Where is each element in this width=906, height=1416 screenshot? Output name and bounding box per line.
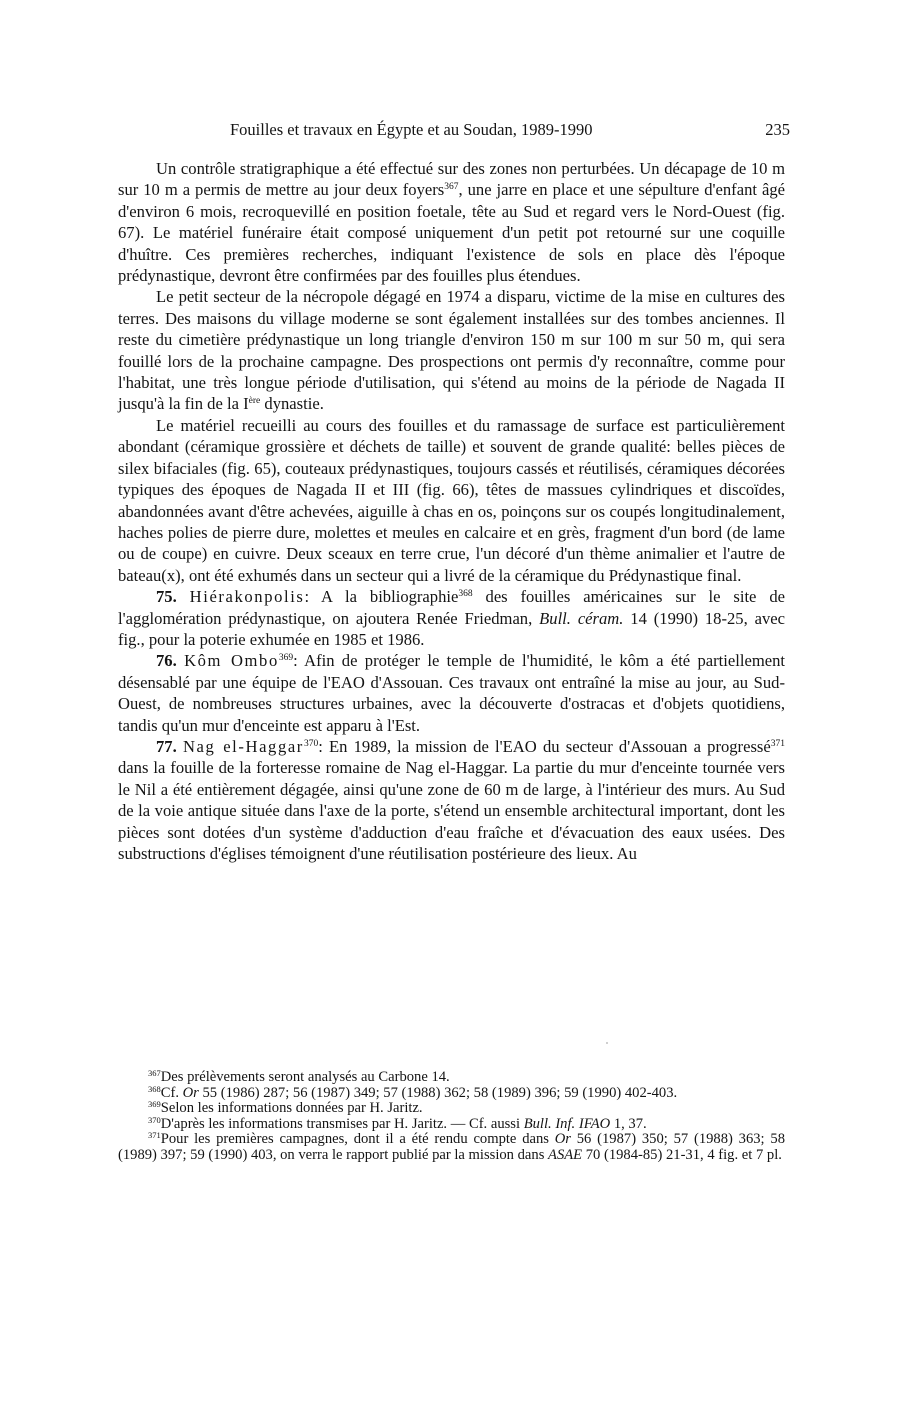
paragraph-material: Le matériel recueilli au cours des fouilles et du ramassage de surface est particulièrement abondant (céramique grossière et déchets de taille) et souvent de grande qualité: belles pièces de silex bifaciales (fig. 65), couteaux prédynastiques, toujours cassés et réutilisés, céramiques décorées typiques des époques de Nagada II et III (fig. 66), têtes de massues cylindriques et discoïdes, abandonnées avant d'être achevées, aiguille à chas en os, poinçons sur os coupés longitudinalement, haches polies de pierre dure, molettes et meules en calcaire et en grès, fragment d'un bord (de lame ou de coupe) en cuivre. Deux sceaux en terre crue, l'un décoré d'un thème animalier et l'autre de bateau(x), ont été exhumés dans un secteur qui a livré de la céramique du Prédynastique final. [118,415,785,585]
site-name: Hiérakonpolis [189,587,305,607]
section-number: 77. [156,736,177,756]
paragraph-necropolis: Le petit secteur de la nécropole dégagé en 1974 a disparu, victime de la mise en cultures des terres. Des maisons du village moderne se sont également installées sur des tombes anciennes. Il reste du cimetière prédynastique un long triangle d'environ 150 m sur 100 m sur 50 m, qui sera fouillé lors de la prochaine campagne. Des prospections ont permis d'y reconnaître, comme pour l'habitat, une très longue période d'utilisation, qui s'étend au moins de la période de Nagada II jusqu'à la fin de la Ière dynastie. [118,287,785,414]
footnote-367: $^{367}$Des prélèvements seront analysés au Carbone 14. [148,1068,450,1085]
footnote-ref-370: 370 [303,738,319,749]
page-number: 235 [765,120,790,139]
scan-speck [606,1042,608,1044]
footnote-ref-369: 369 [278,653,294,664]
running-title: Fouilles et travaux en Égypte et au Soudan, 1989-1990 [230,120,593,139]
site-name: Nag el-Haggar [182,736,304,756]
section-77-nag-el-haggar: 77. Nag el-Haggar$^{370}$: En 1989, la mission de l'EAO du secteur d'Assouan a progressé$^{371}$ dans la fouille de la forteresse romaine de Nag el-Haggar. La partie du mur d'enceinte tournée vers le Nil a été entièrement dégagée, ainsi qu'une zone de 60 m de large, à l'intérieur des murs. Au Sud de la voie antique située dans l'axe de la porte, s'étend un ensemble architectural important, dont les pièces sont dotées d'un système d'adduction d'eau fraîche et d'évacuation des eaux usées. Des substructions d'églises témoignent d'une réutilisation postérieure des lieux. Au [118,736,785,863]
footnote-370: $^{370}$D'après les informations transmises par H. Jaritz. — Cf. aussi Bull. Inf. IFAO 1, 37. [148,1114,647,1132]
section-number: 75. [156,587,177,607]
journal-title: Bull. céram. [539,608,624,628]
footnote-369: $^{369}$Selon les informations données par H. Jaritz. [148,1099,423,1117]
site-name: Kôm Ombo [184,651,279,671]
footnote-ref-367: 367 [444,182,459,193]
section-75-hierakonpolis: 75. Hiérakonpolis: A la bibliographie$^{368}$ des fouilles américaines sur le site de l'agglomération prédynastique, on ajoutera Renée Friedman, Bull. céram. 14 (1990) 18-25, avec fig., pour la poterie exhumée en 1985 et 1986. [118,587,786,649]
main-text [118,158,785,864]
footnote-371: $^{371}$Pour les premières campagnes, dont il a été rendu compte dans Or 56 (1987) 350; 57 (1988) 363; 58 (1989) 397; 59 (1990) 403, on verra le rapport publié par la mission dans ASAE 70 (1984-85) 21-31, 4 fig. et 7 pl. [118,1130,786,1163]
footnotes [118,1070,785,1164]
section-76-kom-ombo: 76. Kôm Ombo$^{369}$: Afin de protéger le temple de l'humidité, le kôm a été partiellement désensablé par une équipe de l'EAO d'Assouan. Ces travaux ont entraîné la mise au jour, au Sud-Ouest, de nombreuses structures urbaines, avec la découverte d'ostracas et d'objets quotidiens, tandis qu'un mur d'enceinte est apparu à l'Est. [118,651,786,735]
footnote-368: $^{368}$Cf. Or 55 (1986) 287; 56 (1987) 349; 57 (1988) 362; 58 (1989) 396; 59 (1990) 402-403. [148,1083,678,1101]
section-number: 76. [156,651,177,671]
footnote-ref-371: 371 [770,738,785,749]
paragraph-stratigraphy: Un contrôle stratigraphique a été effectué sur des zones non perturbées. Un décapage de 10 m sur 10 m a permis de mettre au jour deux foyers$^{367}$, une jarre en place et une sépulture d'enfant âgé d'environ 6 mois, recroquevillé en position foetale, tête au Sud et regard vers le Nord-Ouest (fig. 67). Le matériel funéraire était composé uniquement d'un petit pot retourné sur une coquille d'huître. Ces premières recherches, indiquant l'existence de sols en place dès l'époque prédynastique, devront être confirmées par des fouilles plus étendues. [118,159,785,286]
ordinal-superscript: ère [248,396,261,407]
footnote-ref-368: 368 [458,589,473,600]
page-header [118,116,790,144]
